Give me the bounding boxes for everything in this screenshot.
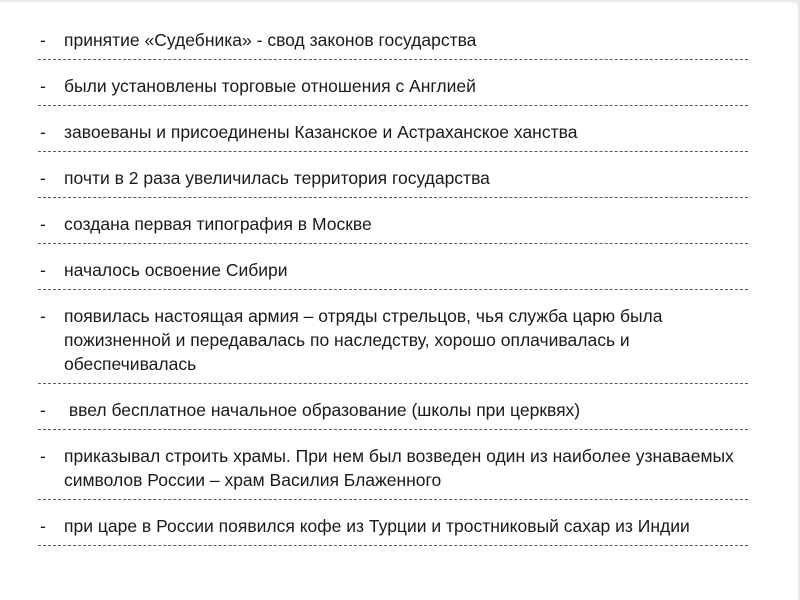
- list-item: [38, 212, 748, 236]
- list-item: [38, 258, 748, 282]
- list-bullet: -: [40, 516, 46, 536]
- list-item: [38, 304, 748, 376]
- list-bullet: -: [40, 122, 46, 142]
- list-bullet: -: [40, 400, 46, 420]
- dashed-separator: [38, 545, 748, 547]
- list-bullet: -: [40, 30, 46, 50]
- dashed-separator: [38, 289, 748, 291]
- dashed-separator: [38, 151, 748, 153]
- dashed-separator: [38, 429, 748, 431]
- list-item: [38, 166, 748, 190]
- list-item-text: началось освоение Сибири: [64, 260, 288, 280]
- list-item-text: появилась настоящая армия – отряды стрельцов, чья служба царю была пожизненной и передавалась по наследству, хорошо оплачивалась и обеспечивалась: [64, 306, 663, 374]
- list-bullet: -: [40, 306, 46, 326]
- dashed-separator: [38, 197, 748, 199]
- dashed-separator: [38, 105, 748, 107]
- list-item: [38, 120, 748, 144]
- list-item-text: почти в 2 раза увеличилась территория государства: [64, 168, 490, 188]
- list-item-text: создана первая типография в Москве: [64, 214, 372, 234]
- list-bullet: -: [40, 446, 46, 466]
- list-bullet: -: [40, 260, 46, 280]
- list-bullet: -: [40, 214, 46, 234]
- list-item: [38, 444, 748, 492]
- list-item: [38, 74, 748, 98]
- list-item-text: при царе в России появился кофе из Турции и тростниковый сахар из Индии: [64, 516, 690, 536]
- dashed-separator: [38, 243, 748, 245]
- list-item-text: завоеваны и присоединены Казанское и Астраханское ханства: [64, 122, 578, 142]
- list-bullet: -: [40, 168, 46, 188]
- list-item-text: были установлены торговые отношения с Англией: [64, 76, 476, 96]
- list-item-text: ввел бесплатное начальное образование (школы при церквях): [64, 400, 581, 420]
- list-item-text: приказывал строить храмы. При нем был возведен один из наиболее узнаваемых символов России – храм Василия Блаженного: [64, 446, 734, 490]
- dashed-separator: [38, 499, 748, 501]
- list-item: [38, 28, 748, 52]
- list-item: [38, 398, 748, 422]
- dashed-separator: [38, 59, 748, 61]
- achievements-list: [38, 28, 748, 560]
- list-bullet: -: [40, 76, 46, 96]
- list-item-text: принятие «Судебника» - свод законов государства: [64, 30, 477, 50]
- list-item: [38, 514, 748, 538]
- dashed-separator: [38, 383, 748, 385]
